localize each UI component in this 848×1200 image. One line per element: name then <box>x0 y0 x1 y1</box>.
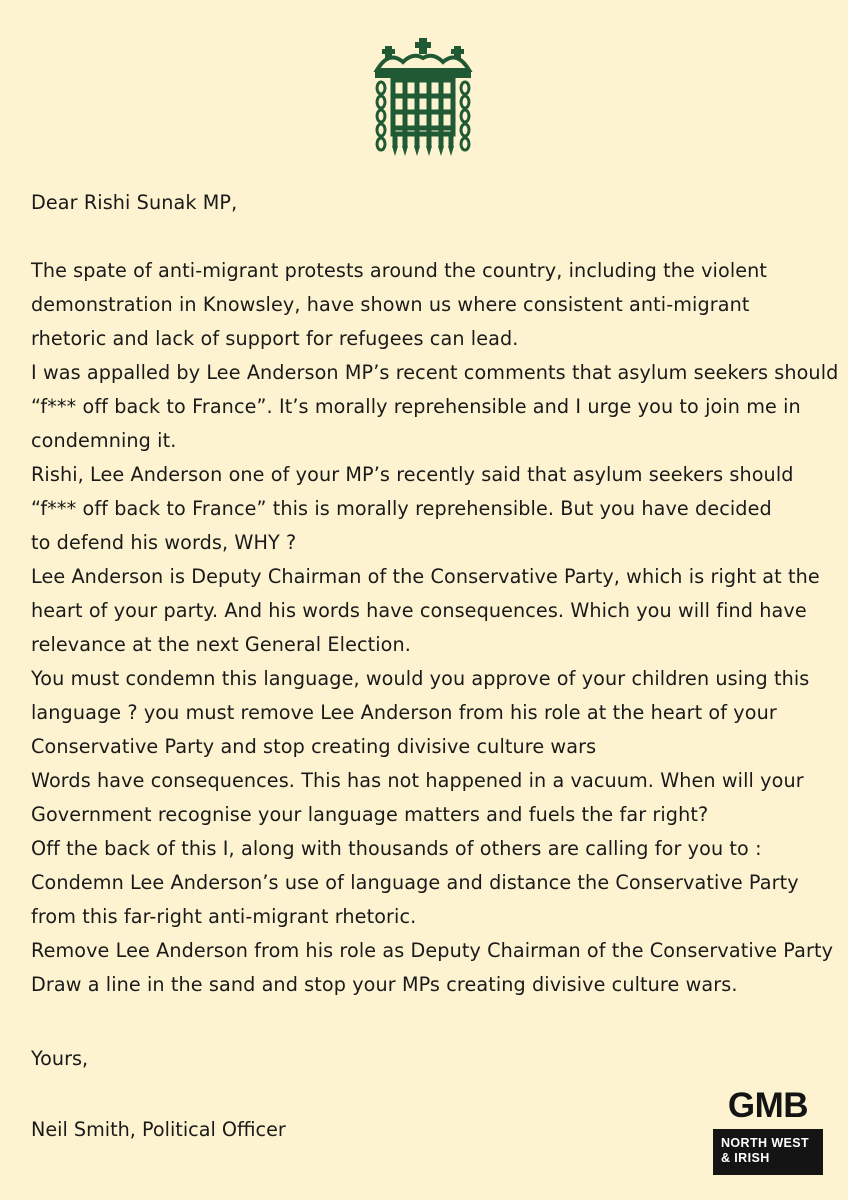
letter-line: The spate of anti-migrant protests around the country, including the violent <box>31 259 768 282</box>
letter-body <box>31 186 839 1002</box>
letter-line: Condemn Lee Anderson’s use of language and distance the Conservative Party <box>31 871 799 894</box>
letter-line: heart of your party. And his words have consequences. Which you will find have <box>31 599 807 622</box>
letter-line: Government recognise your language matters and fuels the far right? <box>31 803 709 826</box>
letter-line: I was appalled by Lee Anderson MP’s recent comments that asylum seekers should <box>31 361 839 384</box>
letter-line: relevance at the next General Election. <box>31 633 411 656</box>
letter-line: “f*** off back to France” this is morally reprehensible. But you have decided <box>31 497 772 520</box>
gmb-wordmark: GMB <box>727 1086 809 1125</box>
letter-line: rhetoric and lack of support for refugees can lead. <box>31 327 519 350</box>
closing: Yours, <box>31 1047 89 1070</box>
letter-line: condemning it. <box>31 429 177 452</box>
letter-line: to defend his words, WHY ? <box>31 531 297 554</box>
letter-line: demonstration in Knowsley, have shown us where consistent anti-migrant <box>31 293 750 316</box>
region-line-2: & IRISH <box>721 1151 770 1165</box>
letter-line: Draw a line in the sand and stop your MPs creating divisive culture wars. <box>31 973 738 996</box>
letter-line: language ? you must remove Lee Anderson from his role at the heart of your <box>31 701 777 724</box>
salutation: Dear Rishi Sunak MP, <box>31 191 238 214</box>
letter-line: from this far-right anti-migrant rhetoric. <box>31 905 417 928</box>
gmb-logo <box>713 1086 823 1176</box>
region-line-1: NORTH WEST <box>721 1136 810 1150</box>
signature: Neil Smith, Political Officer <box>31 1118 286 1141</box>
letter-line: “f*** off back to France”. It’s morally reprehensible and I urge you to join me in <box>31 395 801 418</box>
letter-line: Off the back of this I, along with thousands of others are calling for you to : <box>31 837 762 860</box>
letter-line: You must condemn this language, would you approve of your children using this <box>31 667 810 690</box>
portcullis-crown-icon <box>367 36 479 158</box>
letter-line: Rishi, Lee Anderson one of your MP’s recently said that asylum seekers should <box>31 463 794 486</box>
letter-line: Conservative Party and stop creating divisive culture wars <box>31 735 597 758</box>
letter-line: Remove Lee Anderson from his role as Deputy Chairman of the Conservative Party <box>31 939 834 962</box>
letter-line: Words have consequences. This has not happened in a vacuum. When will your <box>31 769 804 792</box>
gmb-region-badge <box>713 1129 823 1175</box>
letter-line: Lee Anderson is Deputy Chairman of the Conservative Party, which is right at the <box>31 565 820 588</box>
